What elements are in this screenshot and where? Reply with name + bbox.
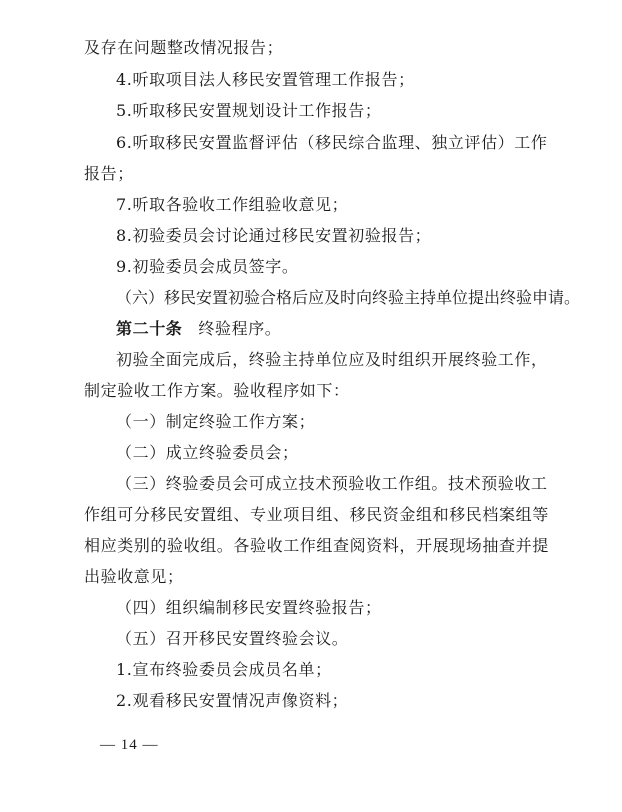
list-item: 2.观看移民安置情况声像资料；	[116, 691, 349, 710]
list-item: 6.听取移民安置监督评估（移民综合监理、独立评估）工作	[116, 133, 548, 152]
paragraph-line: 制定验收工作方案。验收程序如下：	[84, 381, 350, 400]
list-item: （四）组织编制移民安置终验报告；	[116, 598, 382, 617]
paragraph-line: 作组可分移民安置组、专业项目组、移民资金组和移民档案组等	[84, 505, 549, 524]
paragraph-line: 及存在问题整改情况报告；	[84, 38, 284, 57]
paragraph-line: 初验全面完成后，终验主持单位应及时组织开展终验工作，	[116, 350, 548, 369]
list-item: 1.宣布终验委员会成员名单；	[116, 660, 332, 679]
list-item: （二）成立终验委员会；	[116, 443, 299, 462]
paragraph-line: 相应类别的验收组。各验收工作组查阅资料，开展现场抽查并提	[84, 536, 549, 555]
list-item: 8.初验委员会讨论通过移民安置初验报告；	[116, 226, 432, 245]
article-heading: 第二十条	[116, 319, 183, 338]
list-item: 4.听取项目法人移民安置管理工作报告；	[116, 70, 415, 89]
list-item: （六）移民安置初验合格后应及时向终验主持单位提出终验申请。	[116, 288, 581, 307]
list-item: （五）召开移民安置终验会议。	[116, 629, 349, 648]
list-item: 9.初验委员会成员签字。	[116, 257, 299, 276]
list-item: （一）制定终验工作方案；	[116, 412, 316, 431]
article-line	[116, 319, 586, 339]
list-item: 5.听取移民安置规划设计工作报告；	[116, 101, 382, 120]
page-number: — 14 —	[100, 737, 159, 753]
list-item: 7.听取各验收工作组验收意见；	[116, 195, 349, 214]
list-item: （三）终验委员会可成立技术预验收工作组。技术预验收工	[116, 474, 548, 493]
paragraph-line: 出验收意见；	[84, 567, 184, 586]
article-title: 终验程序。	[198, 319, 282, 338]
paragraph-line: 报告；	[84, 164, 134, 183]
